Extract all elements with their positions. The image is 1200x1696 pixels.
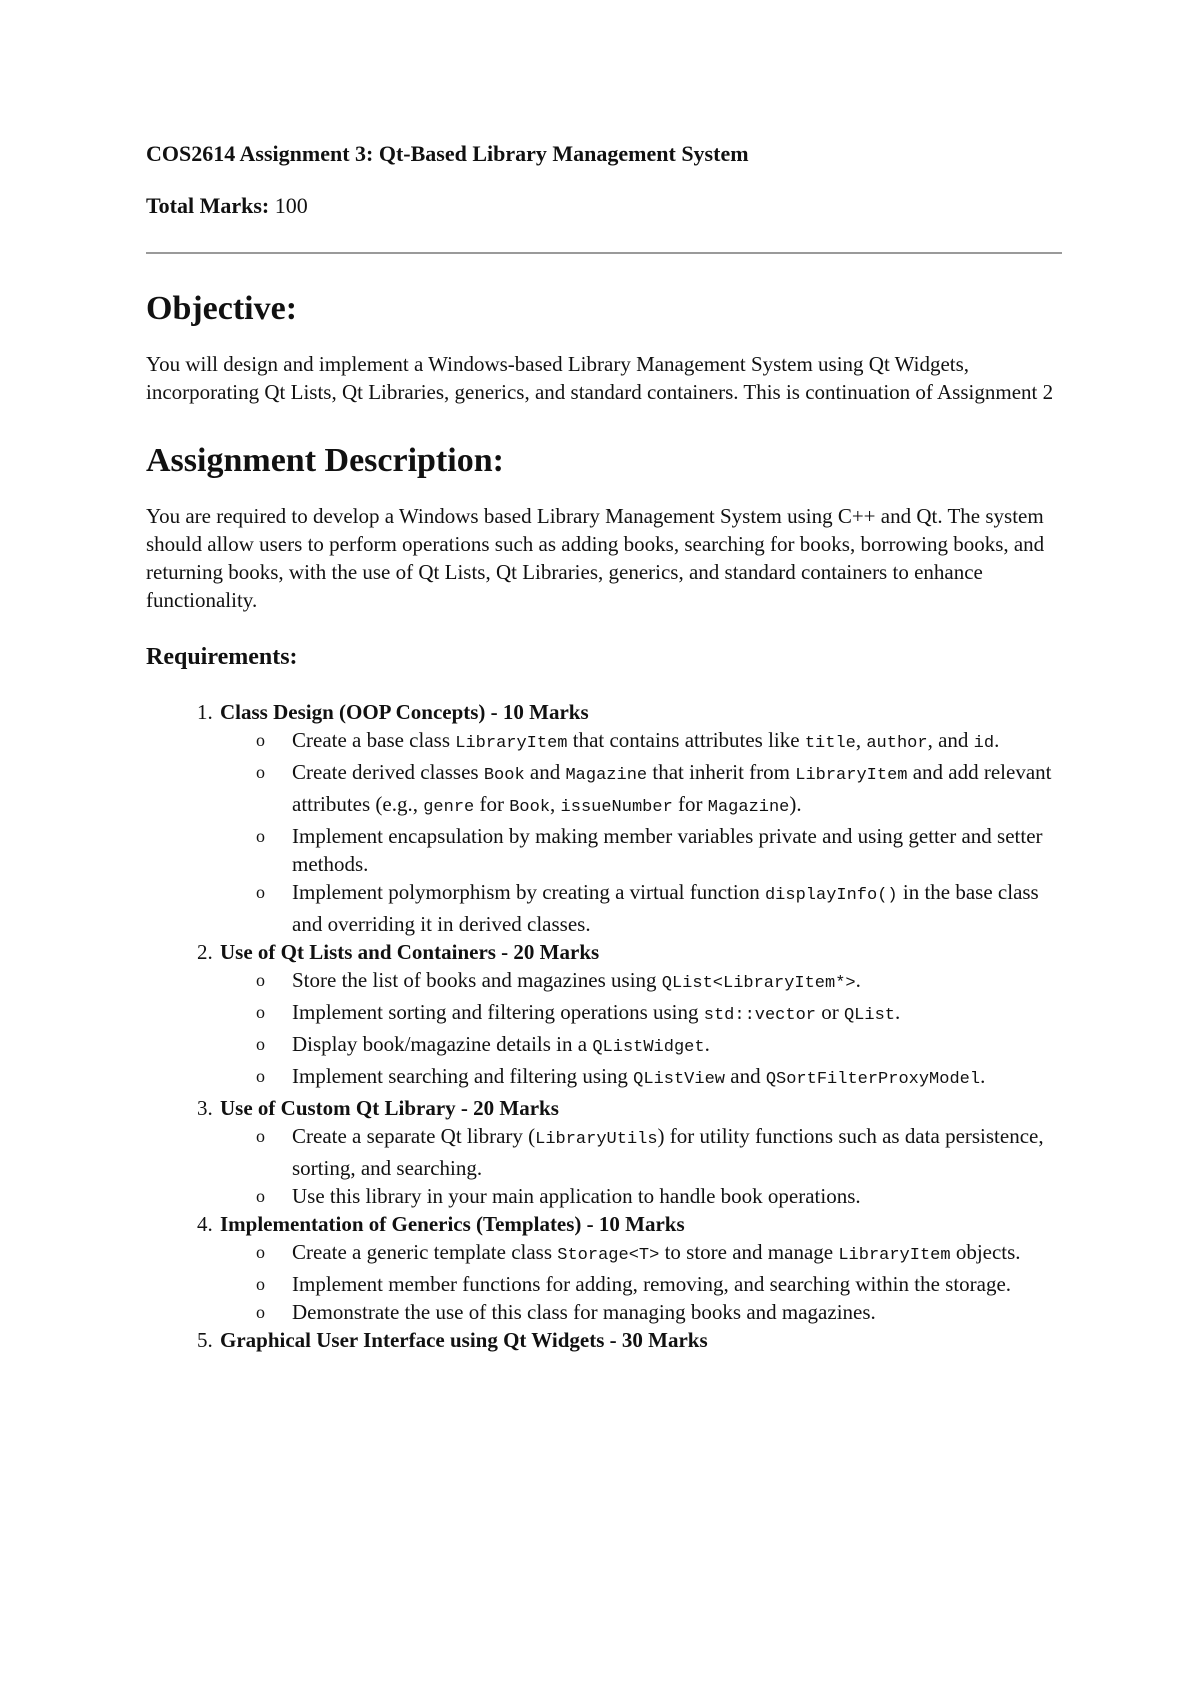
- requirement-subitem: o Create a separate Qt library (LibraryUtils) for utility functions such as data persistence, sorting, and searching.: [292, 1122, 1062, 1182]
- requirement-subitem: o Implement member functions for adding, removing, and searching within the storage.: [292, 1270, 1062, 1298]
- requirement-title: Implementation of Generics (Templates) - 10 Marks: [220, 1212, 685, 1236]
- inline-code: id: [973, 734, 995, 753]
- inline-code: Book: [509, 798, 551, 817]
- requirement-title: Use of Qt Lists and Containers - 20 Marks: [220, 940, 600, 964]
- requirement-title: Class Design (OOP Concepts) - 10 Marks: [220, 700, 589, 724]
- requirement-subitem: o Implement sorting and filtering operations using std::vector or QList.: [292, 998, 1062, 1030]
- requirement-subitem: o Create a base class LibraryItem that contains attributes like title, author, and id.: [292, 726, 1062, 758]
- inline-code: Book: [483, 766, 525, 785]
- requirement-subitems: [220, 966, 1062, 1094]
- requirement-subitems: [220, 1122, 1062, 1210]
- inline-code: Magazine: [565, 766, 648, 785]
- inline-code: QList: [843, 1006, 895, 1025]
- requirement-subitem: o Store the list of books and magazines using QList<LibraryItem*>.: [292, 966, 1062, 998]
- inline-code: author: [866, 734, 928, 753]
- inline-code: Magazine: [707, 798, 790, 817]
- inline-code: title: [804, 734, 856, 753]
- document-content: [146, 140, 1062, 1354]
- inline-code: displayInfo(): [764, 886, 898, 905]
- requirement-subitems: [220, 726, 1062, 938]
- requirement-item: [218, 1326, 1062, 1354]
- description-heading: Assignment Description:: [146, 442, 504, 479]
- objective-heading: Objective:: [146, 290, 298, 327]
- inline-code: QList<LibraryItem*>: [661, 974, 856, 993]
- inline-code: QSortFilterProxyModel: [765, 1070, 981, 1089]
- total-marks-value: 100: [274, 193, 308, 218]
- inline-code: LibraryUtils: [535, 1130, 658, 1149]
- document-title: COS2614 Assignment 3: Qt-Based Library Management System: [146, 141, 749, 166]
- requirement-title: Graphical User Interface using Qt Widgets - 30 Marks: [220, 1328, 708, 1352]
- requirement-subitem: o Demonstrate the use of this class for managing books and magazines.: [292, 1298, 1062, 1326]
- inline-code: LibraryItem: [838, 1246, 951, 1265]
- requirement-subitem: o Create derived classes Book and Magazine that inherit from LibraryItem and add relevant attributes (e.g., genre for Book, issueNumber for Magazine).: [292, 758, 1062, 822]
- objective-text: You will design and implement a Windows-based Library Management System using Qt Widgets, incorporating Qt Lists, Qt Libraries, generics, and standard containers. This is continuation of Assignment 2: [146, 352, 1054, 404]
- inline-code: QListWidget: [592, 1038, 705, 1057]
- requirement-item: [218, 698, 1062, 938]
- inline-code: LibraryItem: [455, 734, 568, 753]
- requirement-subitem: o Implement encapsulation by making member variables private and using getter and setter methods.: [292, 822, 1062, 878]
- total-marks-label: Total Marks:: [146, 193, 270, 218]
- horizontal-divider: [146, 252, 1062, 254]
- requirement-title: Use of Custom Qt Library - 20 Marks: [220, 1096, 559, 1120]
- requirement-subitem: o Implement polymorphism by creating a virtual function displayInfo() in the base class and overriding it in derived classes.: [292, 878, 1062, 938]
- inline-code: genre: [423, 798, 475, 817]
- inline-code: Storage<T>: [557, 1246, 660, 1265]
- requirement-item: [218, 938, 1062, 1094]
- requirement-subitem: o Use this library in your main application to handle book operations.: [292, 1182, 1062, 1210]
- requirement-item: [218, 1210, 1062, 1326]
- requirement-subitems: [220, 1238, 1062, 1326]
- requirement-subitem: o Display book/magazine details in a QListWidget.: [292, 1030, 1062, 1062]
- total-marks: [146, 192, 1062, 220]
- description-text: You are required to develop a Windows based Library Management System using C++ and Qt. The system should allow users to perform operations such as adding books, searching for books, borrowing books, and returning books, with the use of Qt Lists, Qt Libraries, generics, and standard containers to enhance functionality.: [146, 504, 1045, 612]
- inline-code: LibraryItem: [795, 766, 908, 785]
- requirements-list: [146, 698, 1062, 1354]
- requirement-subitem: o Create a generic template class Storage<T> to store and manage LibraryItem objects.: [292, 1238, 1062, 1270]
- inline-code: std::vector: [703, 1006, 816, 1025]
- inline-code: QListView: [633, 1070, 725, 1089]
- requirement-subitem: o Implement searching and filtering using QListView and QSortFilterProxyModel.: [292, 1062, 1062, 1094]
- inline-code: issueNumber: [560, 798, 673, 817]
- requirement-item: [218, 1094, 1062, 1210]
- requirements-heading: Requirements:: [146, 644, 298, 670]
